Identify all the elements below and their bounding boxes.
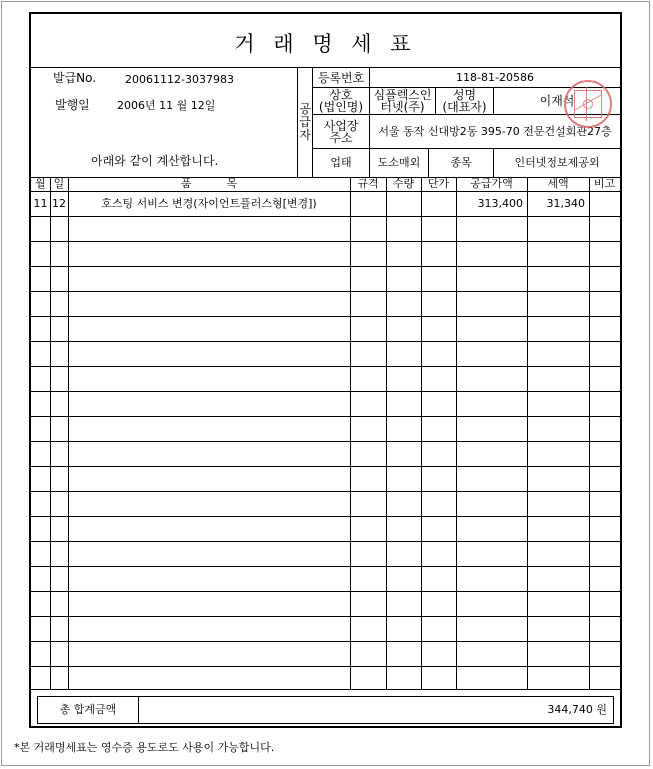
row-line xyxy=(31,441,620,442)
row-line xyxy=(31,316,620,317)
row-tax: 31,340 xyxy=(546,196,585,210)
document-title: 거 래 명 세 표 xyxy=(234,32,417,56)
header-day: 일 xyxy=(53,177,65,190)
table-bottom-line xyxy=(31,689,620,690)
company-seal-stamp xyxy=(564,80,612,128)
header-month: 월 xyxy=(35,177,46,190)
footnote: *본 거래명세표는 영수증 용도로도 사용이 가능합니다. xyxy=(14,741,275,754)
company-name: 심플렉스인 터넷(주) xyxy=(373,88,432,114)
column-line xyxy=(68,177,69,689)
issue-date: 2006년 11 월 12일 xyxy=(117,99,216,112)
issue-date-label: 발행일 xyxy=(55,98,90,112)
biz-type: 도소매외 xyxy=(377,156,421,169)
row-line xyxy=(31,366,620,367)
ceo-name: 이재석 xyxy=(539,94,575,108)
issue-no: 20061112-3037983 xyxy=(125,73,234,86)
row-qty xyxy=(386,191,421,216)
address: 서울 동작 신대방2동 395-70 전문건설회관27층 xyxy=(378,124,612,138)
header-price: 단가 xyxy=(427,177,450,190)
row-line xyxy=(31,566,620,567)
issue-no-label: 발급No. xyxy=(53,71,97,85)
ceo-label: 성명 (대표자) xyxy=(442,88,487,114)
total-label: 총 합계금액 xyxy=(59,703,117,716)
column-line xyxy=(350,177,351,689)
row-line xyxy=(31,341,620,342)
biz-type-label: 업태 xyxy=(330,156,352,169)
company-label: 상호 (법인명) xyxy=(318,88,364,114)
header-tax: 세액 xyxy=(547,177,569,190)
row-line xyxy=(31,541,620,542)
header-qty: 수량 xyxy=(392,177,415,190)
row-line xyxy=(31,391,620,392)
row-line xyxy=(31,516,620,517)
header-supply: 공급가액 xyxy=(470,177,513,190)
row-line xyxy=(31,416,620,417)
column-line xyxy=(527,177,528,689)
reg-no-label: 등록번호 xyxy=(317,70,365,85)
reg-no: 118-81-20586 xyxy=(456,70,534,84)
column-line xyxy=(589,177,590,689)
total-amount: 344,740 원 xyxy=(547,703,607,716)
row-item: 호스팅 서비스 변경(자이언트플러스형[변경]) xyxy=(101,196,317,210)
row-supply: 313,400 xyxy=(477,196,523,210)
row-day: 12 xyxy=(52,196,66,210)
row-line xyxy=(31,266,620,267)
row-spec xyxy=(350,191,386,216)
row-price xyxy=(421,191,456,216)
header-item: 품 목 xyxy=(180,177,238,190)
row-line xyxy=(31,591,620,592)
transaction-statement xyxy=(29,12,622,728)
calc-note: 아래와 같이 계산합니다. xyxy=(91,154,219,168)
address-label: 사업장 주소 xyxy=(323,118,359,145)
row-line xyxy=(31,291,620,292)
row-note xyxy=(589,191,620,216)
column-line xyxy=(456,177,457,689)
row-line xyxy=(31,491,620,492)
biz-item-label: 종목 xyxy=(450,156,472,169)
row-line xyxy=(31,641,620,642)
row-month: 11 xyxy=(33,196,48,210)
row-line xyxy=(31,241,620,242)
biz-item: 인터넷정보제공외 xyxy=(514,156,600,169)
total-box xyxy=(37,696,614,724)
row-line xyxy=(31,666,620,667)
supplier-side-label: 공 급 자 xyxy=(299,101,311,142)
row-line xyxy=(31,466,620,467)
row-line xyxy=(31,616,620,617)
header-note: 비고 xyxy=(593,177,616,190)
row-line xyxy=(31,216,620,217)
column-line xyxy=(421,177,422,689)
column-line xyxy=(50,177,51,689)
column-line xyxy=(386,177,387,689)
header-spec: 규격 xyxy=(357,177,379,190)
